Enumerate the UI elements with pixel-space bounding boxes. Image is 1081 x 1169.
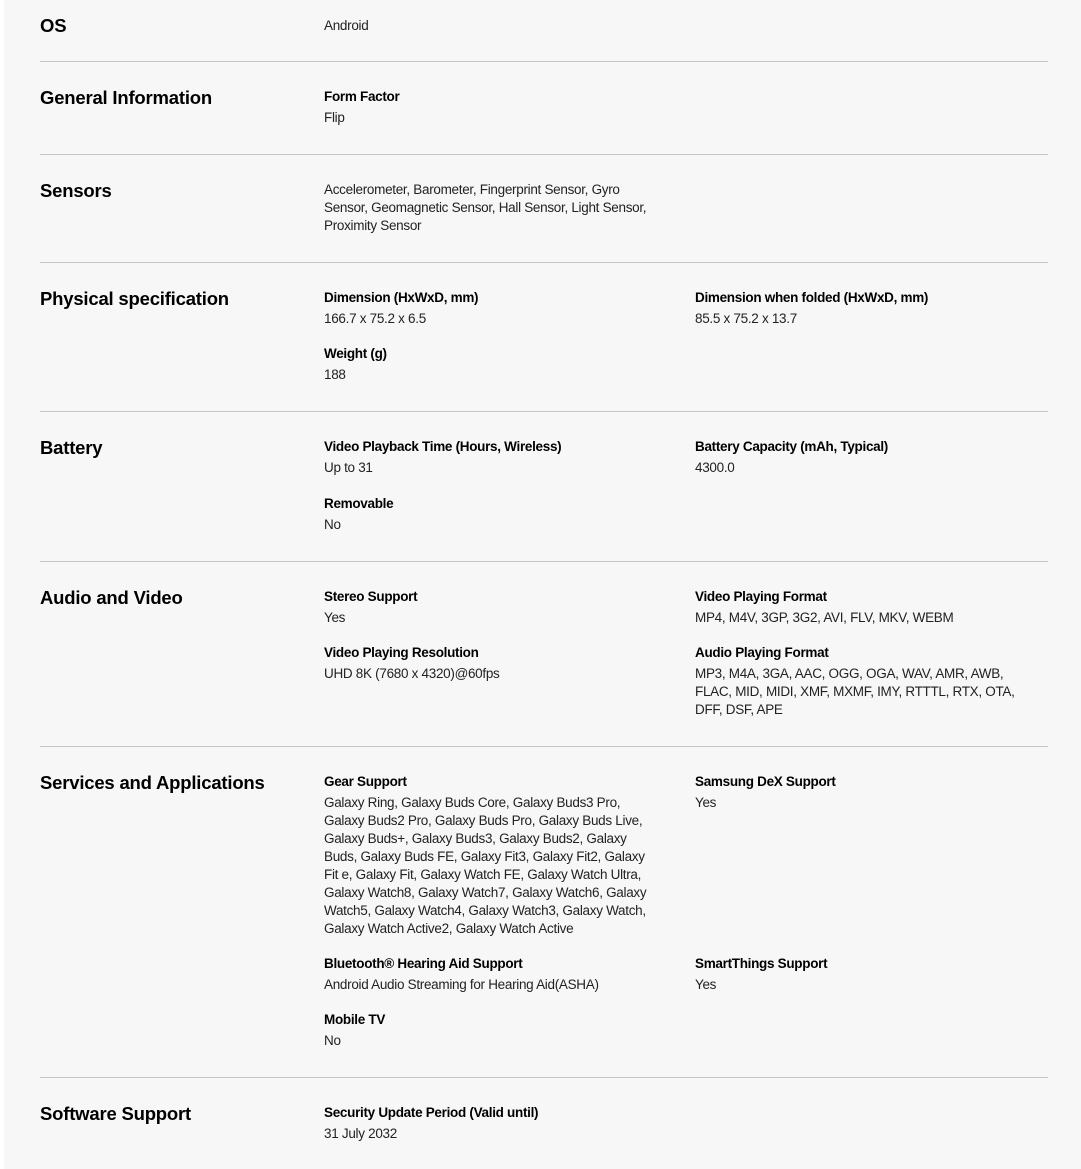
section-title: OS (40, 15, 67, 36)
divider (40, 1077, 1048, 1078)
spec-value: No (324, 517, 341, 532)
spec-value: Android Audio Streaming for Hearing Aid(ASHA) (324, 977, 599, 992)
spec-item-audio-playing-format (695, 644, 1035, 719)
spec-item-battery-capacity (695, 438, 1035, 477)
spec-value: 31 July 2032 (324, 1126, 397, 1141)
spec-page (4, 0, 1081, 1169)
spec-item-video-playing-format (695, 588, 1035, 627)
spec-item-removable (324, 495, 664, 534)
spec-value: 188 (324, 367, 346, 382)
section-title: Audio and Video (40, 587, 183, 608)
spec-value: Yes (324, 610, 346, 625)
spec-label: Dimension when folded (HxWxD, mm) (695, 290, 929, 305)
spec-value: No (324, 1033, 341, 1048)
section-title: Battery (40, 437, 103, 458)
spec-item-weight (324, 345, 664, 384)
spec-label: Weight (g) (324, 346, 387, 361)
spec-label: Stereo Support (324, 589, 418, 604)
spec-item-hearing-aid-support (324, 955, 664, 994)
spec-item-smartthings-support (695, 955, 1035, 994)
spec-value: UHD 8K (7680 x 4320)@60fps (324, 666, 500, 681)
spec-label: Video Playback Time (Hours, Wireless) (324, 439, 562, 454)
spec-item-security-update-period (324, 1104, 664, 1143)
spec-label: Battery Capacity (mAh, Typical) (695, 439, 889, 454)
spec-label: Dimension (HxWxD, mm) (324, 290, 479, 305)
spec-item-samsung-dex-support (695, 773, 1035, 812)
spec-label: Audio Playing Format (695, 645, 829, 660)
spec-item-dimension (324, 289, 664, 328)
spec-item-video-playback-time (324, 438, 664, 477)
spec-value: MP4, M4V, 3GP, 3G2, AVI, FLV, MKV, WEBM (695, 610, 954, 625)
spec-value: Android (324, 18, 369, 33)
spec-item-stereo-support (324, 588, 664, 627)
spec-label: Form Factor (324, 89, 400, 104)
spec-value: Up to 31 (324, 460, 373, 475)
spec-label: Removable (324, 496, 394, 511)
spec-label: Video Playing Resolution (324, 645, 479, 660)
spec-item-os (324, 17, 664, 35)
divider (40, 411, 1048, 412)
spec-value: 166.7 x 75.2 x 6.5 (324, 311, 426, 326)
spec-value: Accelerometer, Barometer, Fingerprint Sensor, Gyro Sensor, Geomagnetic Sensor, Hall Sensor, Light Sensor, Proximity Sensor (324, 182, 647, 233)
spec-value: Yes (695, 795, 717, 810)
section-title: Physical specification (40, 288, 229, 309)
section-title: General Information (40, 87, 212, 108)
spec-value: Flip (324, 110, 345, 125)
spec-item-form-factor (324, 88, 664, 127)
divider (40, 746, 1048, 747)
spec-label: Bluetooth® Hearing Aid Support (324, 956, 523, 971)
spec-value: MP3, M4A, 3GA, AAC, OGG, OGA, WAV, AMR, AWB, FLAC, MID, MIDI, XMF, MXMF, IMY, RTTTL, RTX, OTA, DFF, DSF, APE (695, 666, 1015, 717)
spec-item-gear-support (324, 773, 660, 938)
divider (40, 262, 1048, 263)
spec-item-dimension-folded (695, 289, 1035, 328)
divider (40, 61, 1048, 62)
spec-item-sensors (324, 181, 659, 235)
spec-label: SmartThings Support (695, 956, 828, 971)
spec-value: 85.5 x 75.2 x 13.7 (695, 311, 797, 326)
spec-label: Security Update Period (Valid until) (324, 1105, 539, 1120)
spec-label: Samsung DeX Support (695, 774, 836, 789)
divider (40, 154, 1048, 155)
section-title: Services and Applications (40, 772, 265, 793)
spec-item-video-playing-resolution (324, 644, 664, 683)
spec-label: Video Playing Format (695, 589, 827, 604)
spec-value: Galaxy Ring, Galaxy Buds Core, Galaxy Buds3 Pro, Galaxy Buds2 Pro, Galaxy Buds Pro, Galaxy Buds Live, Galaxy Buds+, Galaxy Buds3, Galaxy Buds2, Galaxy Buds, Galaxy Buds FE, Galaxy Fit3, Galaxy Fit2, Galaxy Fit e, Galaxy Fit, Galaxy Watch FE, Galaxy Watch Ultra, Galaxy Watch8, Galaxy Watch7, Galaxy Watch6, Galaxy Watch5, Galaxy Watch4, Galaxy Watch3, Galaxy Watch, Galaxy Watch Active2, Galaxy Watch Active (324, 795, 647, 936)
spec-item-mobile-tv (324, 1011, 664, 1050)
spec-label: Mobile TV (324, 1012, 386, 1027)
spec-label: Gear Support (324, 774, 407, 789)
divider (40, 561, 1048, 562)
spec-value: 4300.0 (695, 460, 735, 475)
spec-value: Yes (695, 977, 717, 992)
section-title: Sensors (40, 180, 112, 201)
section-title: Software Support (40, 1103, 191, 1124)
